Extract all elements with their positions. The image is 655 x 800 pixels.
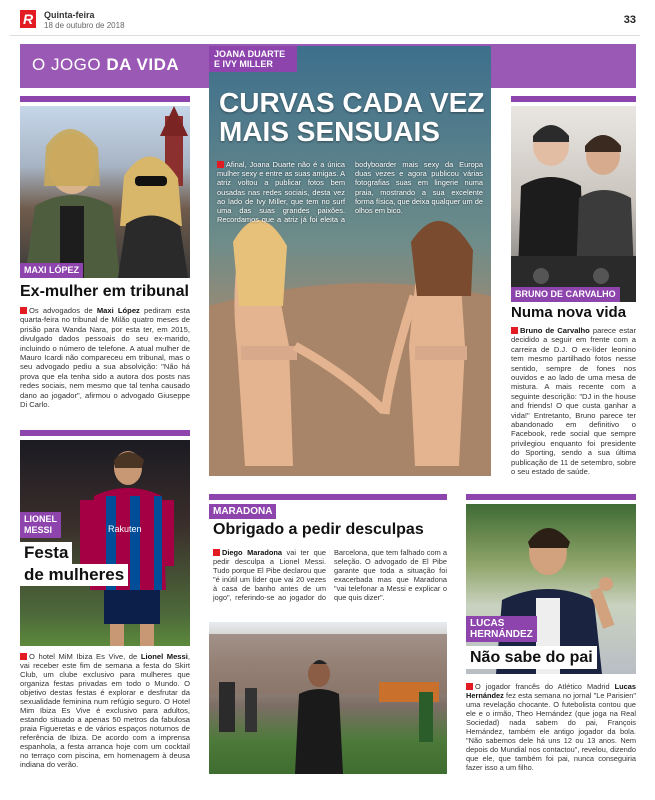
- record-logo: R: [20, 10, 36, 28]
- lucas-body-text: fez esta semana no jornal "Le Parisien" uma revelação chocante. O futebolista contou que ele e o irmão, Theo Hernández (que joga na Real Sociedad) nada sabem do pai, François Hernández, também ele antigo jogador da bola. "Não sabemos dele há uns 12 ou 13 anos. Nem depois do Mundial nos contactou", revelou, dizendo que ele, que também foi pai, nunca conseguiria fazer isso a um filho.: [466, 691, 636, 772]
- maxi-body-name: Maxi López: [96, 306, 140, 315]
- messi-headline-box: [20, 542, 72, 564]
- maxi-body-text: pediram esta quarta-feira no tribunal de Milão quatro meses de prisão para Wanda Nara, por esta ter, em 2015, divulgado dados pessoais do seu ex-marido, incluindo o número de telefone. A atual mulher de Mauro Icardi não compareceu em tribunal, mas o seu advogado pediu a sua absolvição: "Não há prova que ela tenha sido a autora dos posts nas redes sociais, nem mesmo que tal tenha causado dano ao jogador", afirmou o advogado Giuseppe Di Carlo.: [20, 306, 190, 410]
- messi-body-pre: O hotel MiM Ibiza Es Vive, de: [29, 652, 141, 661]
- bruno-name-tag: BRUNO DE CARVALHO: [511, 287, 620, 302]
- lucas-hernandez-photo: [466, 504, 636, 674]
- weekday: Quinta-feira: [44, 10, 95, 20]
- record-bullet-icon: [217, 161, 224, 168]
- maradona-body-name: Diego Maradona: [222, 548, 282, 557]
- maxi-body: [20, 306, 190, 409]
- joana-kicker-line1: JOANA DUARTE: [214, 49, 286, 59]
- maxi-headline: Ex-mulher em tribunal: [20, 283, 189, 300]
- record-bullet-icon: [466, 683, 473, 690]
- bruno-strip: [511, 96, 636, 102]
- maradona-photo-scene: [209, 622, 447, 774]
- maradona-strip: [209, 494, 447, 500]
- maxi-name-tag: MAXI LÓPEZ: [20, 263, 83, 278]
- messi-shirt-sponsor: Rakuten: [108, 524, 142, 534]
- joana-kicker-line2: E IVY MILLER: [214, 59, 273, 69]
- maxi-lopez-photo: [20, 106, 190, 278]
- maradona-headline: Obrigado a pedir desculpas: [213, 521, 424, 538]
- maxi-photo-figures: [20, 106, 190, 278]
- section-title: [32, 55, 179, 75]
- lucas-headline-box: [466, 646, 597, 669]
- record-bullet-icon: [511, 327, 518, 334]
- maxi-body-pre: Os advogados de: [29, 306, 97, 315]
- bruno-body-text: parece estar decidido a seguir em frente com a carreira de D.J. O ex-líder leonino tem mesmo partilhado fotos nesse sentido, sempre de fones nos ouvidos e ao lado de uma mesa de mistura. A mais recente com a seguinte descrição: "DJ in the house and friends! O que custa ganhar a vida!" Entretanto, Bruno parece ter abandonado em definitivo o Facebook, rede social que sempre privilegiou enquanto foi presidente do Sporting, sendo a sua última publicação de 11 de setembro, sobre o seu estado de saúde.: [511, 326, 637, 477]
- lucas-strip: [466, 494, 636, 500]
- issue-date: 18 de outubro de 2018: [44, 21, 125, 30]
- joana-body-text: Afinal, Joana Duarte não é a única mulher sexy e entre as suas amigas. A atriz voltou a publicar fotos bem ousadas nas redes sociais, desta vez ao lado de Ivy Miller, que tem no surf uma das suas grandes paixões. Recordamos que a atriz já foi eleita a bodyboarder mais sexy da Europa duas vezes e agora publicou várias fotografias suas em lingerie numa praia, mostrando a sua excelente forma física, que deixa qualquer um de olhos em bico.: [217, 160, 483, 225]
- messi-body-text: , vai receber este fim de semana a festa do Skirt Club, um clube exclusivo para mulheres que organiza festas privadas em todo o Mundo. O objetivo destas festas é explorar e desfrutar da sexualidade feminina num refúgio seguro. O Hotel Mim Ibiza Es Vive é exclusivo para adultos, estando situado a apenas 50 metros da fabulosa praia Figueretas e de vários espaços noturnos de referência de Ibiza. De acordo com a imprensa espanhola, a festa arranca hoje com um cocktail no terraço com piscina, em homenagem à deusa indiana do verão.: [20, 652, 190, 769]
- lucas-tag-line2: HERNÁNDEZ: [470, 629, 533, 640]
- bruno-headline: Numa nova vida: [511, 304, 627, 321]
- messi-headline-box2: [20, 564, 128, 586]
- joana-body: [217, 160, 483, 224]
- bruno-body-name: Bruno de Carvalho: [520, 326, 590, 335]
- record-bullet-icon: [20, 653, 27, 660]
- joana-headline: CURVAS CADA VEZ MAIS SENSUAIS: [219, 87, 485, 147]
- messi-tag-line2: MESSI: [24, 525, 53, 535]
- maradona-body: [213, 548, 447, 602]
- joana-ivy-photo: [209, 46, 491, 476]
- record-bullet-icon: [20, 307, 27, 314]
- lucas-name-tag: [466, 616, 537, 642]
- section-title-word2: DA VIDA: [106, 55, 180, 74]
- bruno-de-carvalho-photo: [511, 106, 636, 302]
- messi-headline-2: de mulheres: [24, 565, 125, 584]
- section-title-word1: O JOGO: [32, 55, 102, 74]
- maradona-body-text: vai ter que pedir desculpa a Lionel Messi. Tudo porque El Pibe declarou que "é inútil um líder que vai 20 vezes à casa de banho antes de um jogo", referindo-se ao jogador do Barcelona, que tem falhado com a seleção. O advogado de El Pibe garante que toda a situação foi exacerbada mas que Maradona "vai telefonar a Messi e explicar o que quis dizer".: [213, 548, 447, 602]
- lucas-tag-line1: LUCAS: [470, 618, 505, 629]
- messi-name-tag: [20, 512, 61, 538]
- messi-strip: [20, 430, 190, 436]
- maradona-photo: [209, 622, 447, 774]
- page-number: 33: [623, 14, 636, 26]
- maradona-name-tag: MARADONA: [209, 504, 276, 519]
- bruno-body: [511, 326, 636, 477]
- lionel-messi-photo: [20, 440, 190, 646]
- messi-tag-line1: LIONEL: [24, 514, 57, 524]
- lucas-body-name: Lucas Hernández: [466, 682, 636, 700]
- joana-kicker: [209, 46, 297, 72]
- maxi-strip: [20, 96, 190, 102]
- lucas-headline: Não sabe do pai: [470, 649, 593, 666]
- messi-body: [20, 652, 190, 769]
- bruno-photo-figures: [511, 106, 636, 302]
- messi-headline-1: Festa: [24, 543, 69, 562]
- record-bullet-icon: [213, 549, 220, 556]
- messi-body-name: Lionel Messi: [140, 652, 188, 661]
- page-header: [10, 8, 640, 36]
- lucas-body: [466, 682, 636, 772]
- lucas-body-pre: O jogador francês do Atlético Madrid: [475, 682, 615, 691]
